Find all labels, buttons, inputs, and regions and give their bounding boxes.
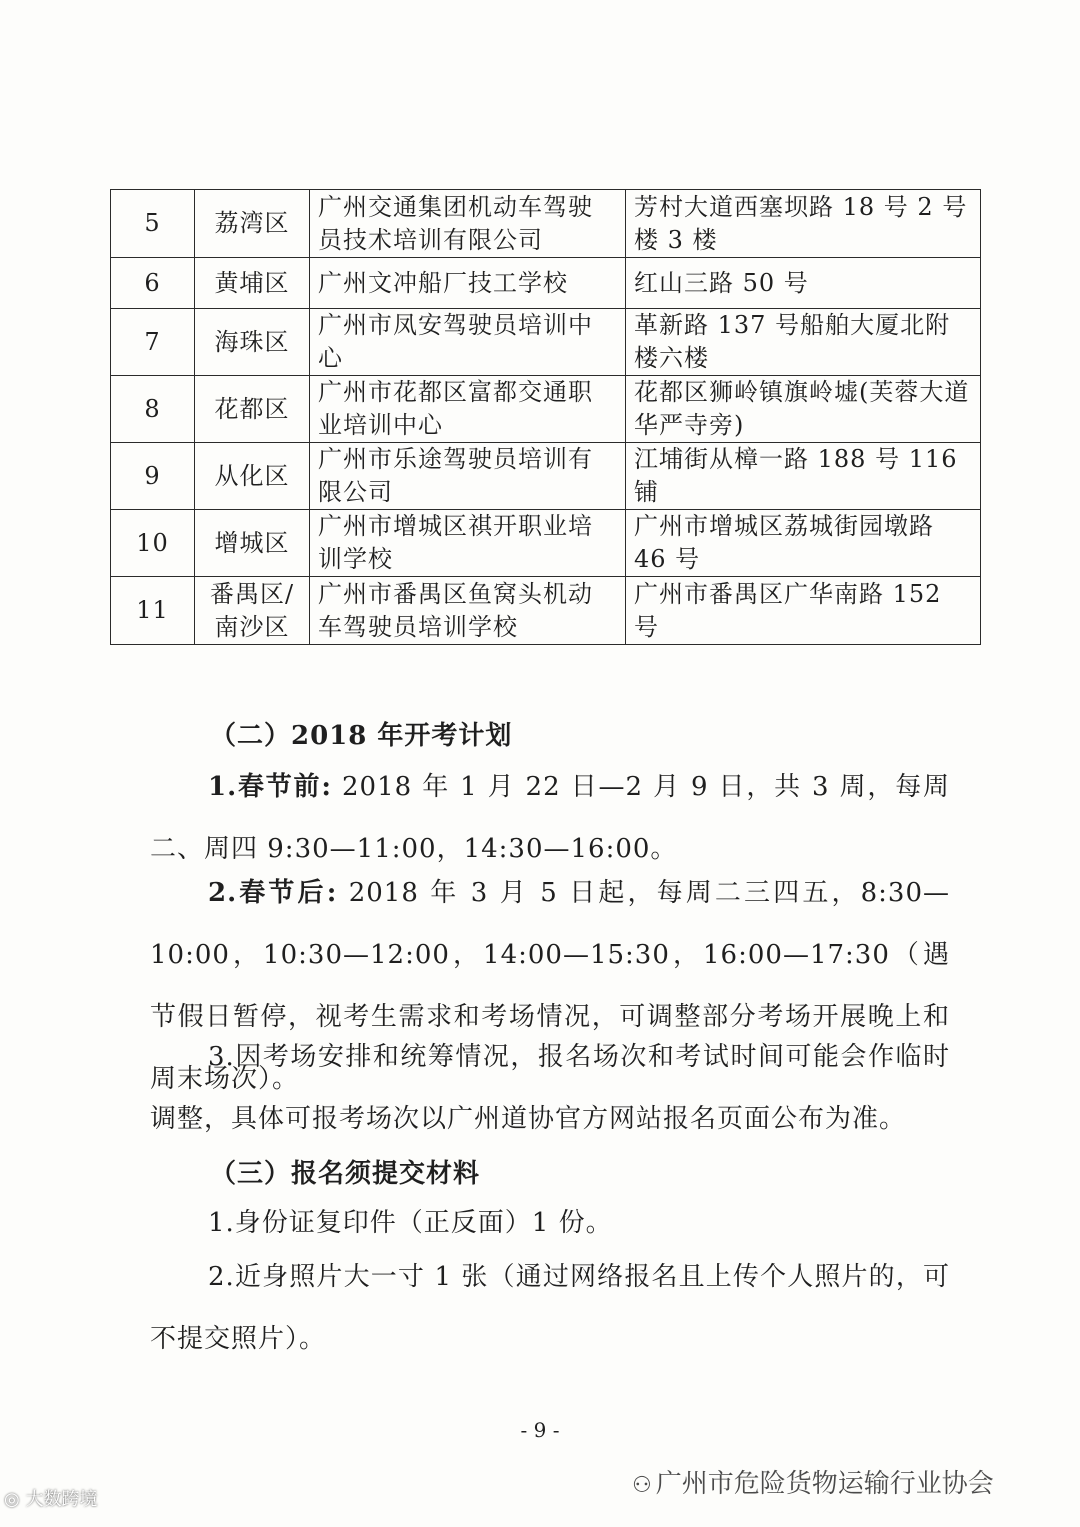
- table-row: [111, 577, 981, 645]
- district-cell: 黄埔区: [195, 258, 310, 309]
- district-cell: 番禺区/南沙区: [195, 577, 310, 645]
- materials-item-2: 2.近身照片大一寸 1 张（通过网络报名且上传个人照片的，可不提交照片）。: [150, 1262, 950, 1354]
- table-row: [111, 190, 981, 258]
- exam-plan-item-3: 3.因考场安排和统筹情况，报名场次和考试时间可能会作临时调整，具体可报考场次以广州道协官方网站报名页面公布为准。: [150, 1042, 950, 1134]
- page-number: - 9 -: [520, 1418, 560, 1442]
- table-row: [111, 376, 981, 443]
- item-text: 2018 年 3 月 5 日起，每周二三四五，8:30—10:00，10:30—12:00，14:00—15:30，16:00—17:30（遇节假日暂停，视考生需求和考场情况，可调整部分考场开展晚上和周末场次）。: [150, 878, 950, 1094]
- address-cell: 花都区狮岭镇旗岭墟(芙蓉大道华严寺旁): [626, 376, 981, 443]
- table-row: [111, 510, 981, 577]
- row-number: 10: [111, 510, 195, 577]
- address-cell: 芳村大道西塞坝路 18 号 2 号楼 3 楼: [626, 190, 981, 258]
- table-row: [111, 258, 981, 309]
- district-cell: 从化区: [195, 443, 310, 510]
- school-cell: 广州市番禺区鱼窝头机动车驾驶员培训学校: [310, 577, 626, 645]
- watermark-association: [632, 1463, 994, 1500]
- school-cell: 广州市花都区富都交通职业培训中心: [310, 376, 626, 443]
- table-row: [111, 309, 981, 376]
- district-cell: 增城区: [195, 510, 310, 577]
- brand-logo-icon: ◎: [4, 1489, 20, 1510]
- row-number: 11: [111, 577, 195, 645]
- item-lead: 2.春节后:: [208, 878, 338, 908]
- watermark-text: 广州市危险货物运输行业协会: [655, 1469, 994, 1499]
- table-row: [111, 443, 981, 510]
- row-number: 5: [111, 190, 195, 258]
- school-cell: 广州市乐途驾驶员培训有限公司: [310, 443, 626, 510]
- school-cell: 广州市增城区祺开职业培训学校: [310, 510, 626, 577]
- row-number: 7: [111, 309, 195, 376]
- watermark-brand: [4, 1485, 97, 1511]
- section-heading-materials: （三）报名须提交材料: [210, 1159, 481, 1189]
- school-cell: 广州交通集团机动车驾驶员技术培训有限公司: [310, 190, 626, 258]
- item-text: 2018 年 1 月 22 日—2 月 9 日，共 3 周，每周二、周四 9:30—11:00，14:30—16:00。: [150, 772, 950, 864]
- district-cell: 海珠区: [195, 309, 310, 376]
- school-cell: 广州文冲船厂技工学校: [310, 258, 626, 309]
- row-number: 8: [111, 376, 195, 443]
- row-number: 9: [111, 443, 195, 510]
- wechat-icon: ⚇: [632, 1473, 652, 1498]
- watermark-text: 大数跨境: [25, 1489, 98, 1510]
- training-sites-table: [110, 189, 981, 645]
- district-cell: 荔湾区: [195, 190, 310, 258]
- address-cell: 红山三路 50 号: [626, 258, 981, 309]
- materials-item-1: 1.身份证复印件（正反面）1 份。: [208, 1208, 613, 1238]
- address-cell: 广州市番禺区广华南路 152 号: [626, 577, 981, 645]
- address-cell: 革新路 137 号船舶大厦北附楼六楼: [626, 309, 981, 376]
- school-cell: 广州市凤安驾驶员培训中心: [310, 309, 626, 376]
- address-cell: 江埔街从樟一路 188 号 116 铺: [626, 443, 981, 510]
- item-lead: 1.春节前:: [208, 772, 332, 802]
- address-cell: 广州市增城区荔城街园墩路 46 号: [626, 510, 981, 577]
- district-cell: 花都区: [195, 376, 310, 443]
- row-number: 6: [111, 258, 195, 309]
- section-heading-exam-plan: （二）2018 年开考计划: [210, 721, 513, 751]
